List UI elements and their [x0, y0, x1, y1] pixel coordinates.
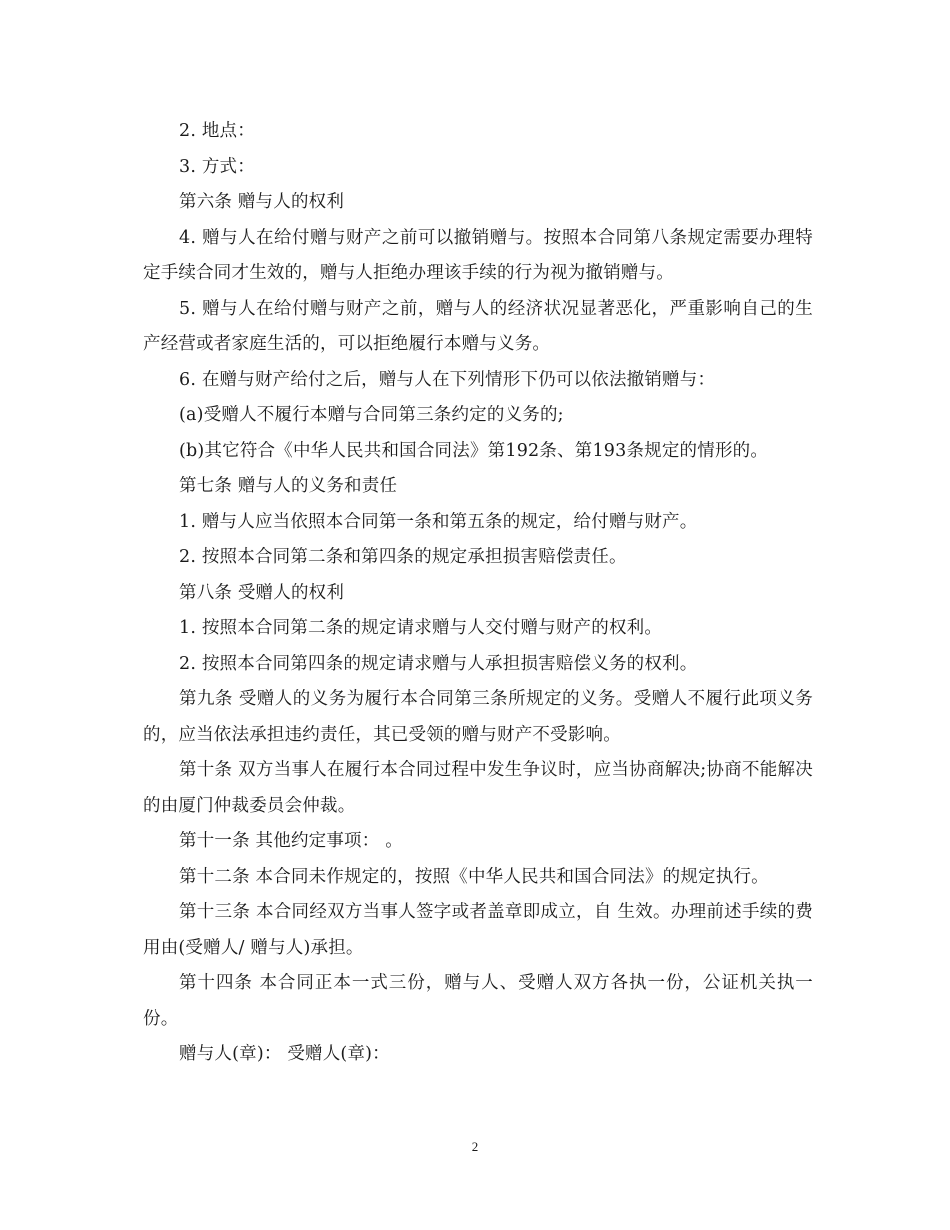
article-6-item-6b: (b)其它符合《中华人民共和国合同法》第192条、第193条规定的情形的。 [179, 440, 769, 461]
article-9: 第九条 受赠人的义务为履行本合同第三条所规定的义务。受赠人不履行此项义务的，应当依法承担违约责任，其已受领的赠与财产不受影响。 [143, 689, 813, 745]
article-8-item-2: 2. 按照本合同第四条的规定请求赠与人承担损害赔偿义务的权利。 [179, 653, 698, 674]
article-8-item-1: 1. 按照本合同第二条的规定请求赠与人交付赠与财产的权利。 [179, 618, 663, 638]
article-7-item-2: 2. 按照本合同第二条和第四条的规定承担损害赔偿责任。 [179, 547, 627, 567]
document-body [143, 114, 813, 1073]
page-number: 2 [471, 1139, 479, 1154]
article-6-item-5: 5. 赠与人在给付赠与财产之前，赠与人的经济状况显著恶化，严重影响自己的生产经营或者家庭生活的，可以拒绝履行本赠与义务。 [143, 298, 813, 354]
clause-method: 3. 方式： [179, 156, 255, 177]
article-7-item-1: 1. 赠与人应当依照本合同第一条和第五条的规定，给付赠与财产。 [179, 511, 698, 532]
article-14: 第十四条 本合同正本一式三份，赠与人、受赠人双方各执一份，公证机关执一份。 [143, 973, 813, 1029]
article-13: 第十三条 本合同经双方当事人签字或者盖章即成立，自 生效。办理前述手续的费用由(受赠人/ 赠与人)承担。 [143, 902, 813, 958]
article-6-item-4: 4. 赠与人在给付赠与财产之前可以撤销赠与。按照本合同第八条规定需要办理特定手续合同才生效的，赠与人拒绝办理该手续的行为视为撤销赠与。 [143, 227, 813, 283]
signature-line: 赠与人(章)： 受赠人(章)： [179, 1044, 390, 1064]
article-6-item-6a: (a)受赠人不履行本赠与合同第三条约定的义务的; [179, 405, 564, 425]
article-10: 第十条 双方当事人在履行本合同过程中发生争议时，应当协商解决;协商不能解决的由厦门仲裁委员会仲裁。 [143, 760, 813, 816]
article-12: 第十二条 本合同未作规定的，按照《中华人民共和国合同法》的规定执行。 [179, 866, 769, 887]
article-6-item-6: 6. 在赠与财产给付之后，赠与人在下列情形下仍可以依法撤销赠与： [179, 369, 716, 390]
article-8-heading: 第八条 受赠人的权利 [179, 582, 345, 603]
article-7-heading: 第七条 赠与人的义务和责任 [179, 476, 398, 496]
clause-location: 2. 地点： [179, 121, 255, 141]
article-6-heading: 第六条 赠与人的权利 [179, 192, 345, 212]
article-11: 第十一条 其他约定事项： 。 [179, 831, 403, 851]
